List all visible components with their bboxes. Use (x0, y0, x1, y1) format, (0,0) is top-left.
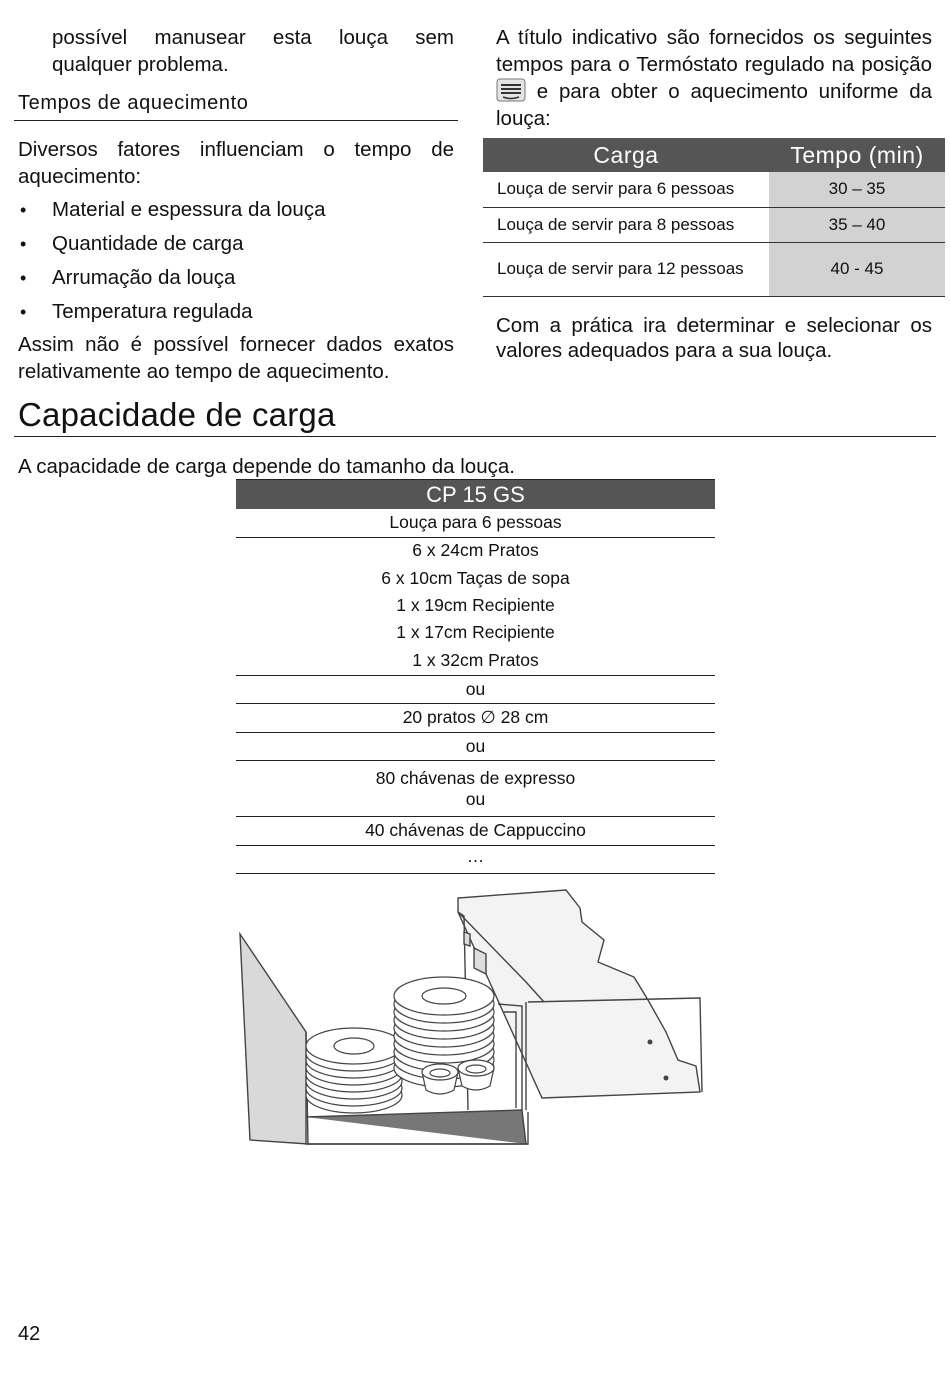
factor-item: • Arrumação da louça (18, 261, 454, 295)
or-separator: ou (236, 732, 715, 760)
capacity-heading: Capacidade de carga (18, 396, 336, 433)
alt-plates: 20 pratos ∅ 28 cm (236, 703, 715, 732)
set-item: 1 x 19cm Recipiente (396, 595, 555, 615)
set-item: 1 x 17cm Recipiente (396, 622, 555, 642)
set-item: 6 x 24cm Pratos (412, 540, 539, 561)
dish-stack-icon (496, 78, 526, 102)
table-row (236, 509, 715, 537)
table-row (236, 845, 715, 873)
table-row (236, 592, 715, 619)
no-exact-data-note: Assim não é possível fornecer dados exatos relativamente ao tempo de aquecimento. (18, 333, 454, 383)
table-row (236, 816, 715, 845)
model-name: CP 15 GS (236, 480, 715, 510)
ellipsis: … (236, 845, 715, 873)
factors-list (18, 193, 454, 329)
set-subtitle: Louça para 6 pessoas (236, 509, 715, 537)
time-cell: 40 - 45 (769, 242, 945, 296)
factor-item: • Quantidade de carga (18, 227, 454, 261)
alt-espresso: 80 chávenas de expresso (375, 768, 576, 788)
capacity-table (236, 479, 715, 874)
heading-rule (14, 120, 458, 121)
table-header-row (483, 138, 945, 172)
table-row (236, 564, 715, 592)
alt-cappuccino: 40 chávenas de Cappuccino (236, 816, 715, 845)
intro-text-part2: e para obter o aquecimento uniforme da louça: (496, 80, 932, 130)
set-item: 6 x 10cm Taças de sopa (381, 567, 570, 588)
time-cell: 30 – 35 (769, 172, 945, 207)
practice-note: Com a prática ira determinar e selecionar os valores adequados para a sua louça. (496, 314, 932, 362)
table-row (236, 646, 715, 675)
heating-times-heading: Tempos de aquecimento (18, 92, 249, 114)
warming-drawer-illustration (236, 882, 716, 1147)
table-row (236, 675, 715, 703)
load-cell: Louça de servir para 8 pessoas (483, 207, 769, 242)
table-row (236, 732, 715, 760)
table-row (483, 207, 945, 242)
load-cell: Louça de servir para 12 pessoas (483, 242, 769, 296)
set-item: 1 x 32cm Pratos (236, 646, 715, 675)
or-separator: ou (236, 675, 715, 703)
factor-item: • Temperatura regulada (18, 295, 454, 329)
load-cell: Louça de servir para 6 pessoas (483, 172, 769, 207)
table-row (483, 242, 945, 296)
table-row (236, 789, 715, 816)
or-separator: ou (236, 789, 715, 816)
intro-continuation-line2: qualquer problema. (52, 53, 229, 76)
intro-continuation-line1: possível manusear esta louça sem (52, 26, 454, 49)
table-row (483, 172, 945, 207)
model-header-row (236, 480, 715, 510)
factors-intro: Diversos fatores influenciam o tempo de aquecimento: (18, 138, 454, 188)
capacity-intro: A capacidade de carga depende do tamanho da louça. (18, 455, 515, 478)
factor-item: • Material e espessura da louça (18, 193, 454, 227)
table-row (236, 703, 715, 732)
col-header-time: Tempo (min) (769, 138, 945, 172)
page-number: 42 (18, 1323, 41, 1345)
heating-time-table (483, 138, 945, 297)
time-cell: 35 – 40 (769, 207, 945, 242)
table-row (236, 760, 715, 789)
intro-text-part1: A título indicativo são fornecidos os seguintes tempos para o Termóstato regulado na posição (496, 26, 932, 76)
section-rule (14, 436, 936, 437)
table-row (236, 537, 715, 564)
indicative-times-intro (496, 24, 932, 132)
col-header-load: Carga (483, 138, 769, 172)
table-row (236, 619, 715, 646)
